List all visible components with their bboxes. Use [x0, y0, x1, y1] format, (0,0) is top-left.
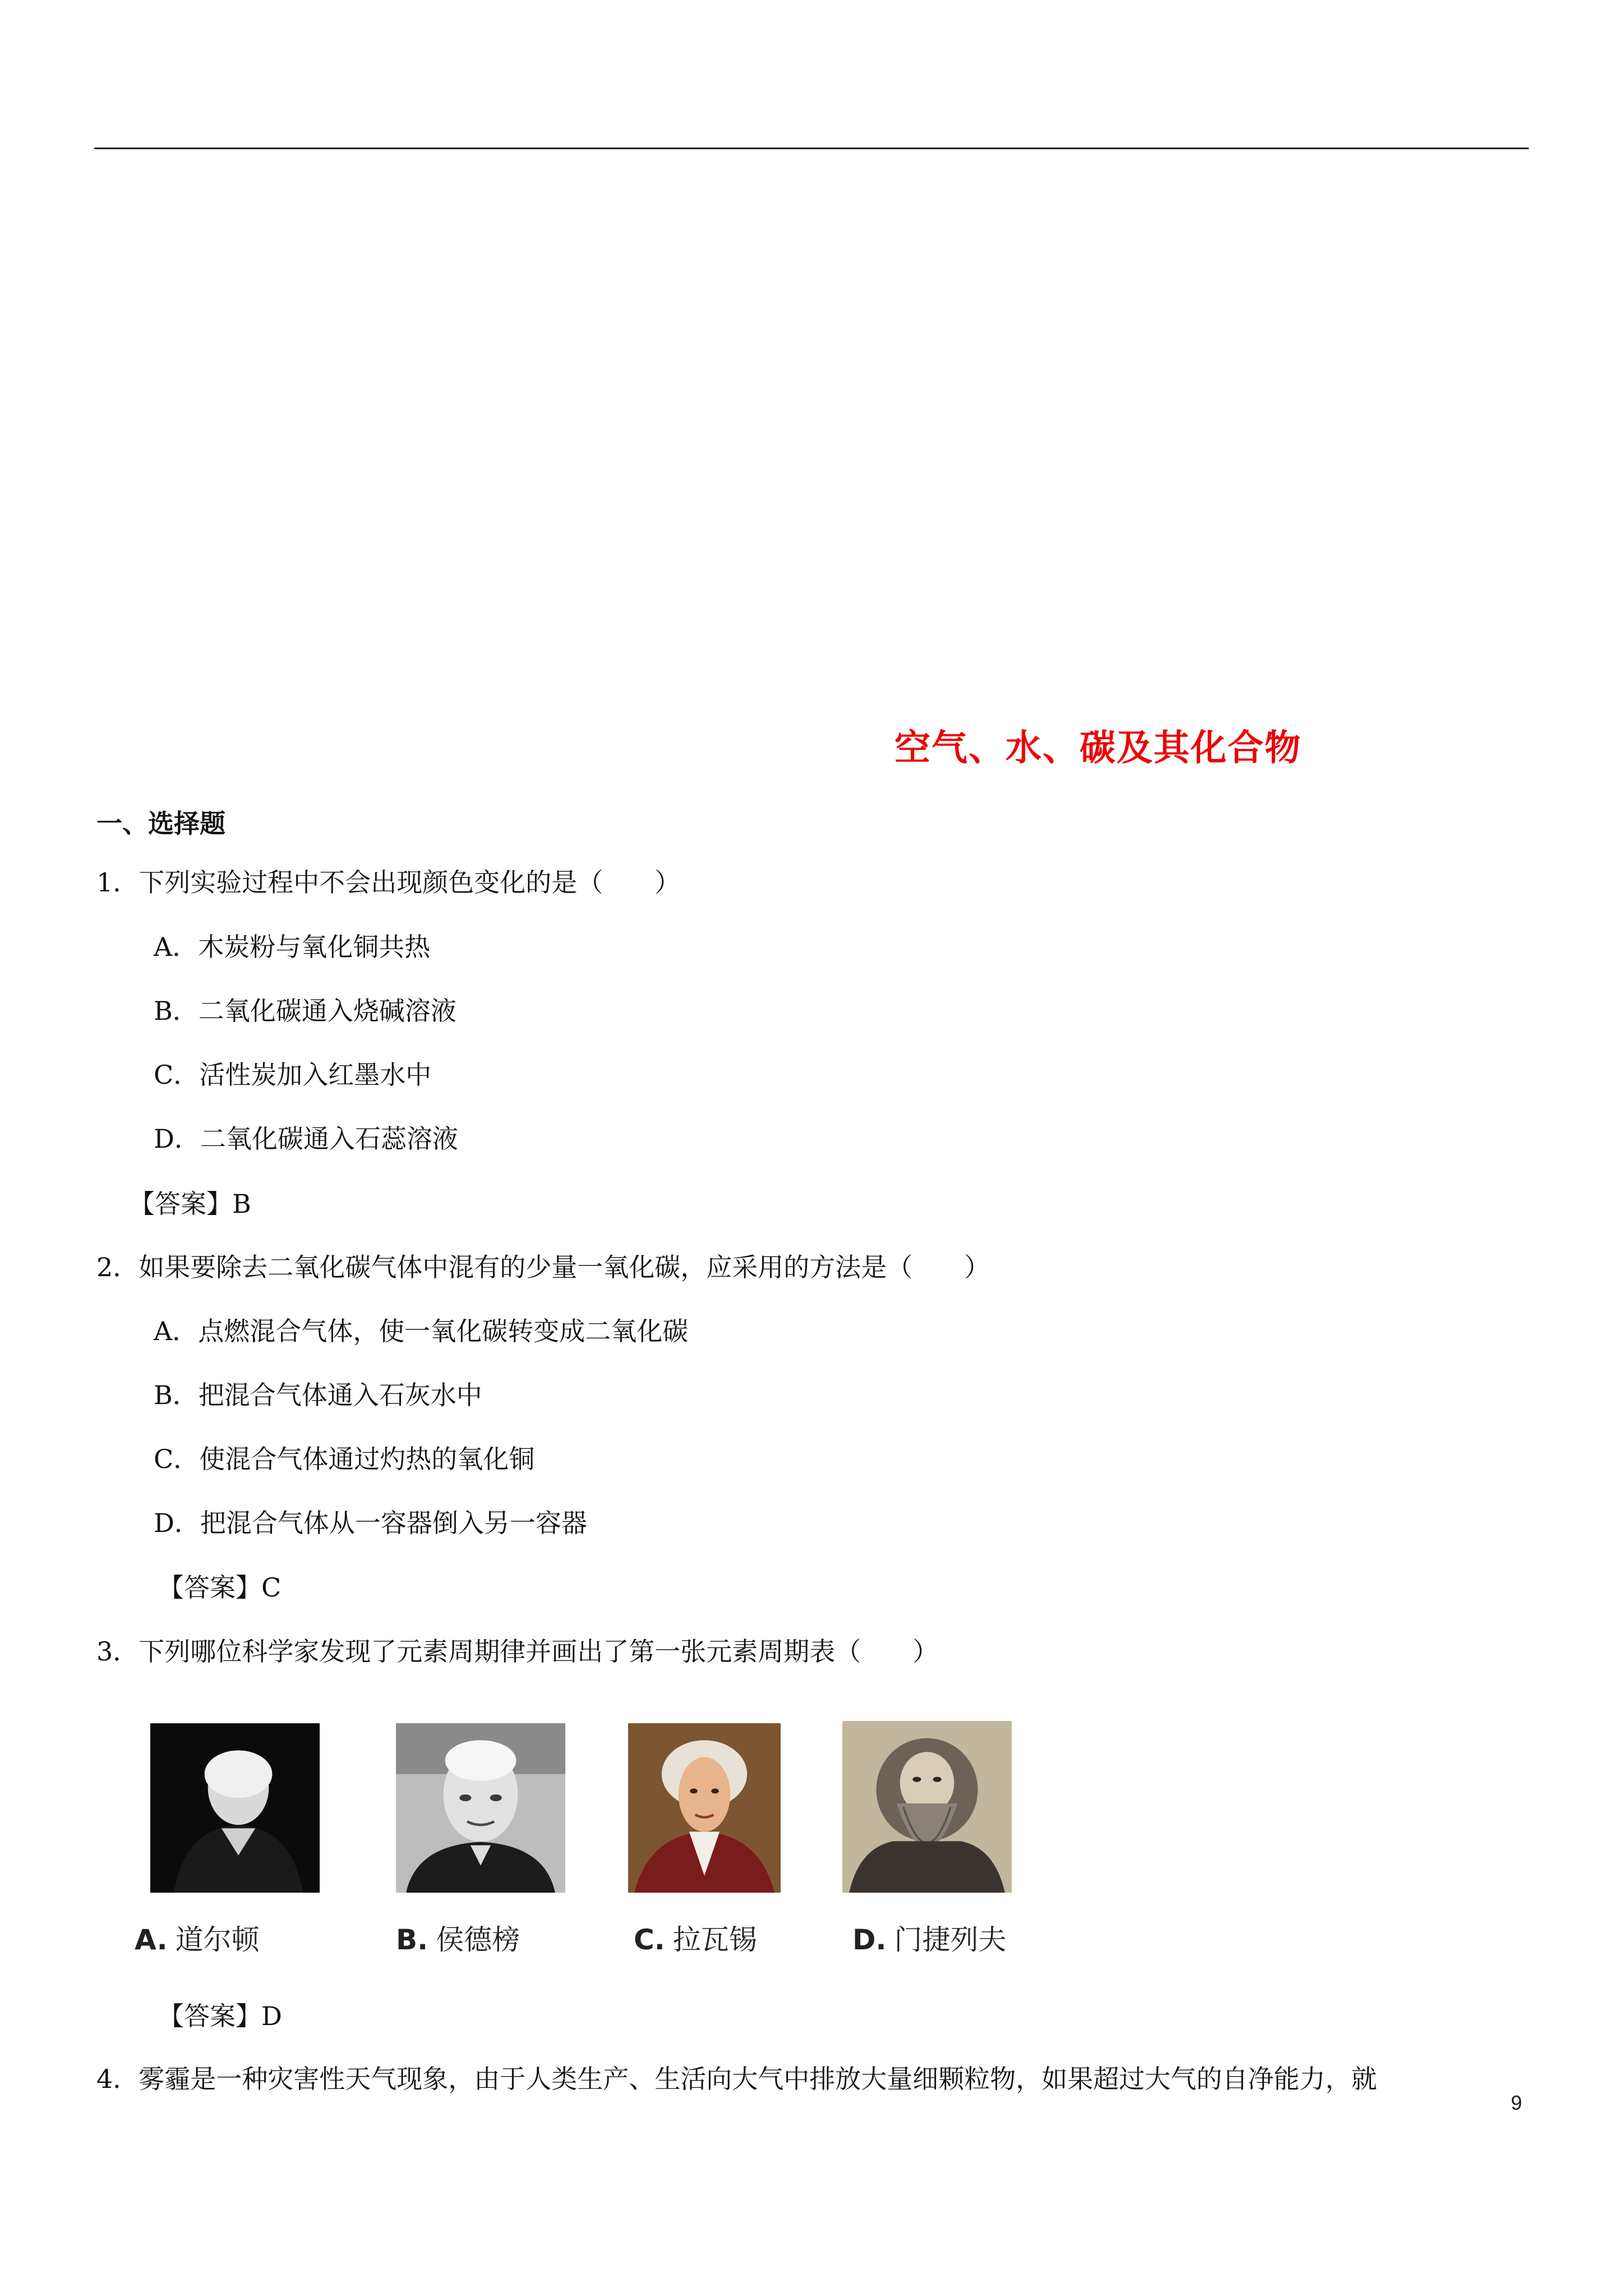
- portrait-caption-d-letter: D.: [852, 1924, 887, 1956]
- question-1-option-a: A．木炭粉与氧化铜共热: [154, 932, 431, 962]
- portrait-caption-d: [852, 1917, 1007, 1958]
- portrait-caption-b: [396, 1917, 520, 1958]
- portrait-caption-c-name: 拉瓦锡: [672, 1924, 757, 1956]
- section-heading: 一、选择题: [96, 808, 225, 839]
- page-number: 9: [1511, 2091, 1523, 2114]
- portrait-caption-d-name: 门捷列夫: [894, 1924, 1007, 1956]
- portrait-hou-debang-image: [396, 1723, 565, 1893]
- header-rule: [94, 148, 1529, 149]
- portrait-caption-b-name: 侯德榜: [436, 1924, 520, 1956]
- question-4-stem: 4．雾霾是一种灾害性天气现象，由于人类生产、生活向大气中排放大量细颗粒物，如果超过大气的自净能力，就: [96, 2064, 1377, 2094]
- question-3-answer: 【答案】D: [158, 2001, 282, 2031]
- portrait-dalton-image: [150, 1723, 320, 1893]
- portrait-caption-a: [135, 1917, 260, 1958]
- question-2-answer: 【答案】C: [158, 1572, 282, 1603]
- portrait-caption-c: [634, 1917, 757, 1958]
- portrait-caption-a-letter: A.: [135, 1924, 168, 1956]
- question-1-option-c: C．活性炭加入红墨水中: [154, 1060, 432, 1090]
- question-1-option-d: D．二氧化碳通入石蕊溶液: [154, 1124, 458, 1154]
- question-1-option-b: B．二氧化碳通入烧碱溶液: [154, 996, 457, 1026]
- portrait-caption-b-letter: B.: [396, 1924, 428, 1956]
- question-2-option-a: A．点燃混合气体，使一氧化碳转变成二氧化碳: [154, 1316, 689, 1346]
- portrait-lavoisier-image: [628, 1723, 781, 1893]
- question-2-option-b: B．把混合气体通入石灰水中: [154, 1380, 482, 1410]
- question-3-stem: 3．下列哪位科学家发现了元素周期律并画出了第一张元素周期表（ ）: [96, 1636, 939, 1667]
- question-2-option-c: C．使混合气体通过灼热的氧化铜: [154, 1444, 535, 1474]
- question-2-option-d: D．把混合气体从一容器倒入另一容器: [154, 1508, 587, 1538]
- portrait-caption-c-letter: C.: [634, 1924, 665, 1956]
- page-title: 空气、水、碳及其化合物: [895, 728, 1302, 769]
- portrait-caption-a-name: 道尔顿: [175, 1924, 260, 1956]
- question-2-stem: 2．如果要除去二氧化碳气体中混有的少量一氧化碳，应采用的方法是（ ）: [96, 1252, 990, 1282]
- question-1-stem: 1．下列实验过程中不会出现颜色变化的是（ ）: [96, 867, 681, 898]
- portrait-mendeleev-image: [842, 1721, 1012, 1893]
- question-1-answer: 【答案】B: [129, 1189, 251, 1219]
